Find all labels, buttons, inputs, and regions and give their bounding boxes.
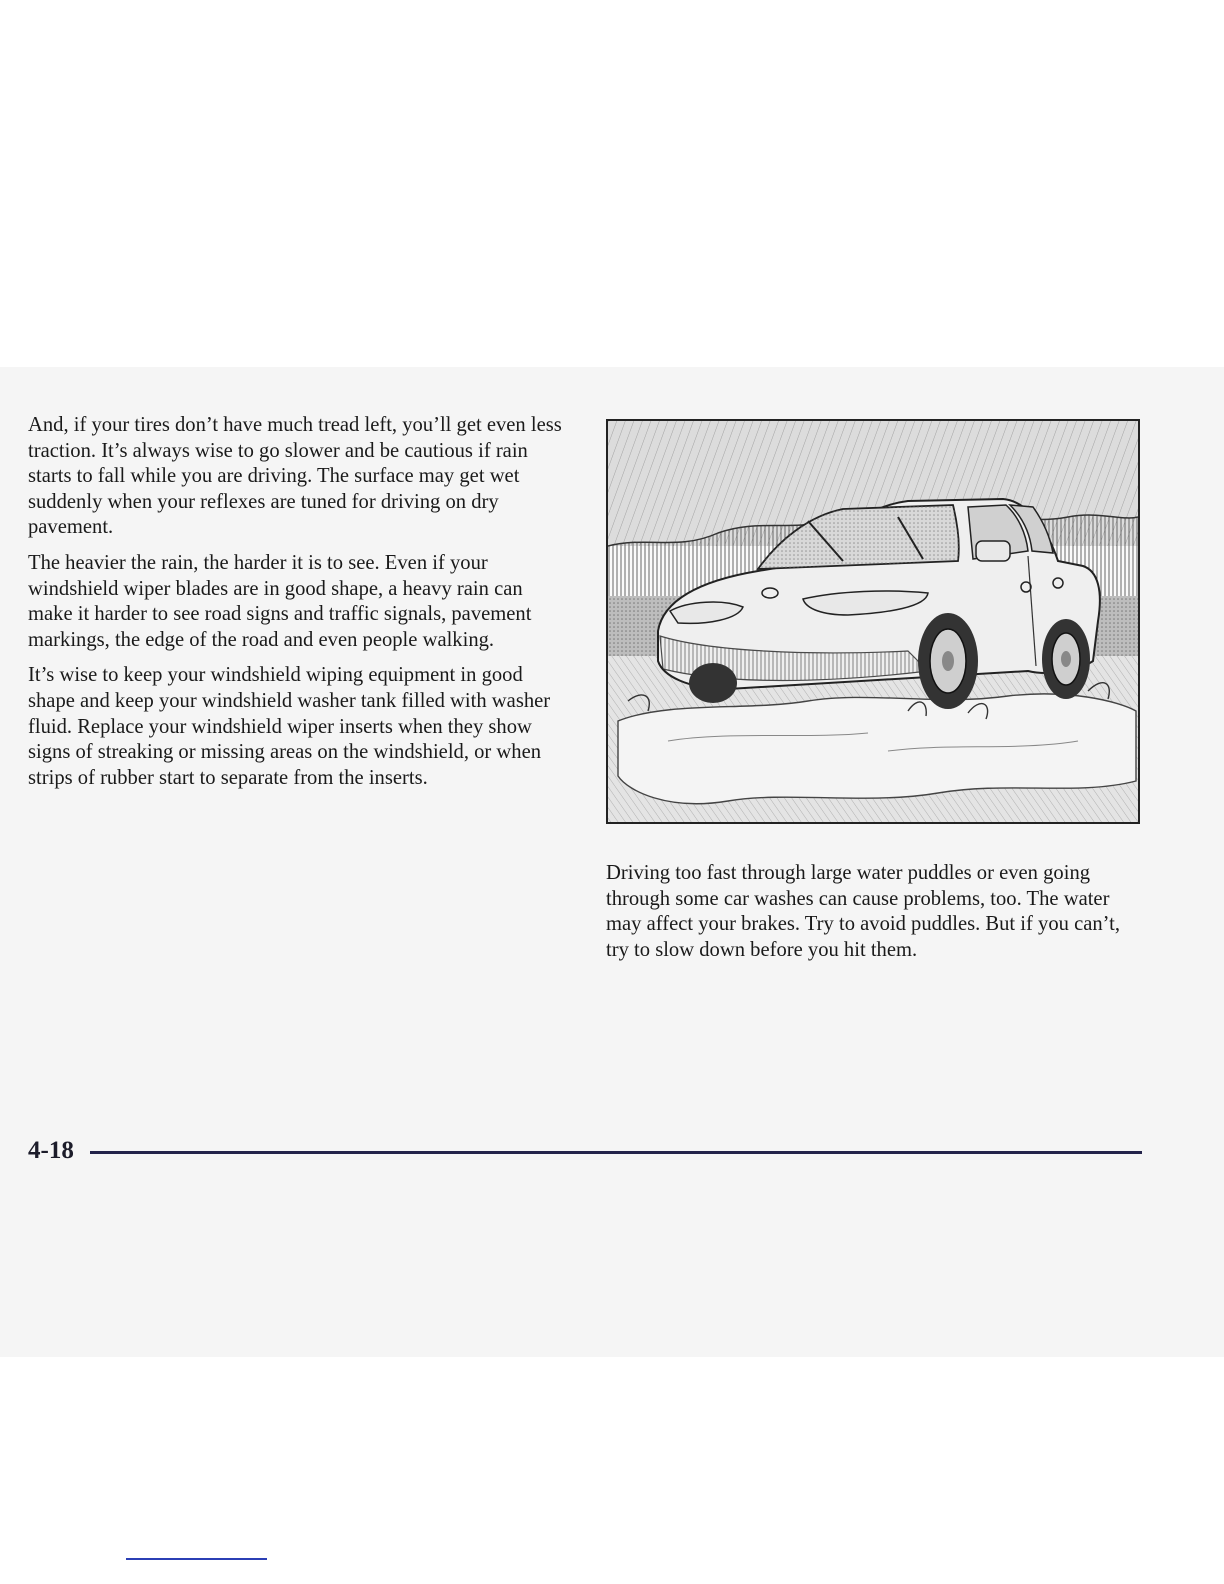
paragraph-water-puddles: Driving too fast through large water puddles or even going through some car washes can cause problems, too. The water may affect your brakes. Try to avoid puddles. But if you can’t, try to slow down before you hit them. — [606, 862, 1120, 961]
paragraph-wiper-equipment: It’s wise to keep your windshield wiping equipment in good shape and keep your windshield washer tank filled with washer fluid. Replace your windshield wiper inserts when they show signs of streaking or missing areas on the windshield, or when strips of rubber start to separate from the inserts. — [28, 664, 551, 789]
bottom-link-underline — [126, 1558, 267, 1560]
car-driving-through-puddle-icon — [608, 421, 1138, 822]
footer-rule — [90, 1151, 1142, 1154]
car-puddle-illustration — [606, 419, 1140, 824]
paragraph-heavy-rain: The heavier the rain, the harder it is to see. Even if your windshield wiper blades are in good shape, a heavy rain can make it harder to see road signs and traffic signals, pavement markings, the edge of the road and even people walking. — [28, 551, 532, 651]
paragraph-tread-traction: And, if your tires don’t have much tread left, you’ll get even less traction. It’s always wise to go slower and be cautious if rain starts to fall while you are driving. The surface may get wet suddenly when your reflexes are tuned for driving on dry pavement. — [28, 414, 562, 539]
page-number: 4-18 — [28, 1137, 74, 1164]
right-text-column — [606, 861, 1146, 963]
left-text-column — [28, 413, 568, 801]
page-footer — [28, 1134, 1142, 1170]
